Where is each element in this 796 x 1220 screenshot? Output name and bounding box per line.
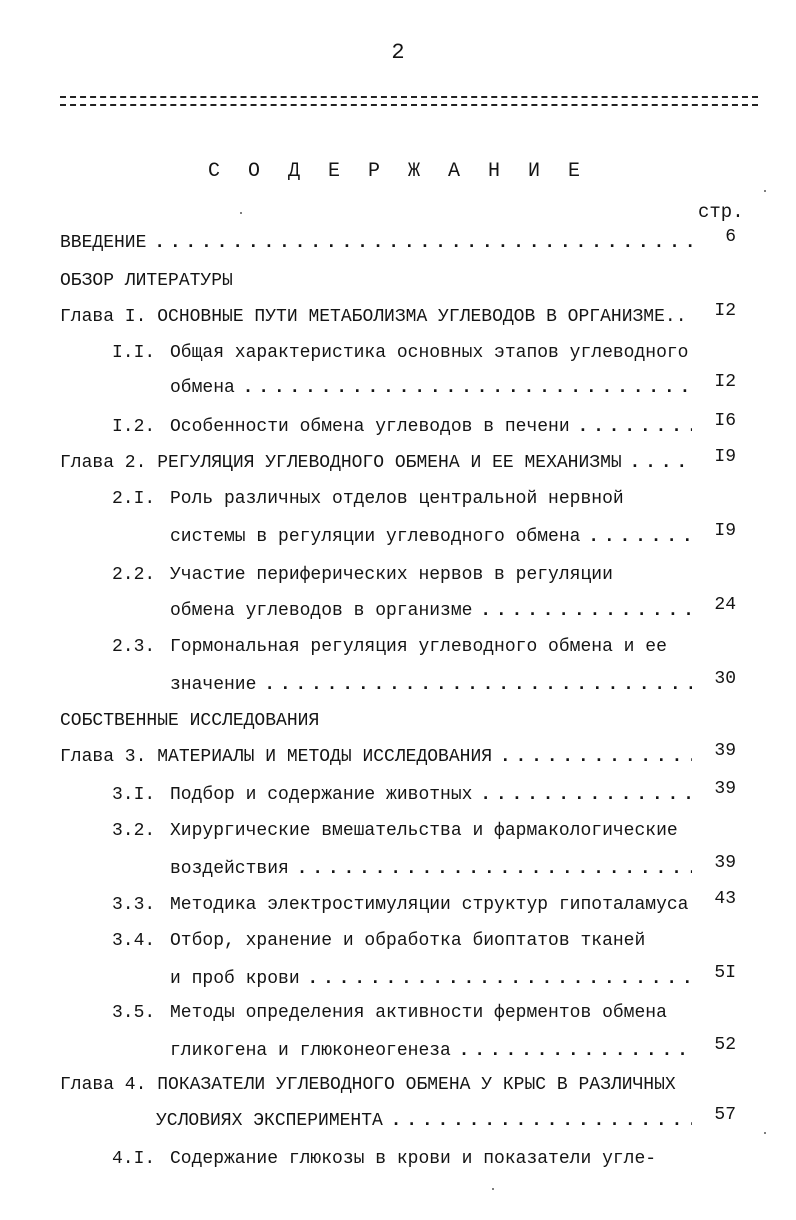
toc-entry-text: Глава 4. ПОКАЗАТЕЛИ УГЛЕВОДНОГО ОБМЕНА У КРЫС В РАЗЛИЧНЫХ xyxy=(60,1075,676,1095)
scan-speck xyxy=(240,212,242,214)
toc-entry-text: воздействия . . . xyxy=(170,854,692,884)
toc-row xyxy=(60,228,758,258)
toc-row xyxy=(60,302,758,332)
scan-speck xyxy=(492,1188,494,1190)
toc-entry-text: гликогена и глюконеогенеза . . . xyxy=(170,1036,692,1066)
toc-entry-number: 2.3. xyxy=(112,637,156,657)
toc-entry-number: I.I. xyxy=(112,343,156,363)
toc-entry-text: и проб крови . . . xyxy=(170,964,692,994)
toc-row xyxy=(60,780,758,810)
toc-entry-text: Подбор и содержание животных . . . xyxy=(170,780,692,810)
toc-row xyxy=(60,412,758,442)
toc-row xyxy=(60,522,758,552)
toc-entry-text: Глава I. ОСНОВНЫЕ ПУТИ МЕТАБОЛИЗМА УГЛЕВОДОВ В ОРГАНИЗМЕ.. xyxy=(60,307,687,327)
toc-row xyxy=(60,670,758,700)
toc-entry-text: ВВЕДЕНИЕ . . . xyxy=(60,228,692,258)
toc-entry-page: 5I xyxy=(714,963,736,983)
toc-entry-text: Методика электростимуляции структур гипоталамуса xyxy=(170,895,689,915)
toc-row xyxy=(60,632,758,662)
pages-column-label: стр. xyxy=(698,201,744,223)
toc-entry-page: 30 xyxy=(714,669,736,689)
page-number: 2 xyxy=(391,40,405,65)
toc-entry-number: 3.5. xyxy=(112,1003,156,1023)
toc-entry-number: 2.2. xyxy=(112,565,156,585)
toc-entry-page: 24 xyxy=(714,595,736,615)
toc-entry-text: Методы определения активности ферментов обмена xyxy=(170,1003,667,1023)
header-rule xyxy=(60,96,758,106)
toc-entry-page: 43 xyxy=(714,889,736,909)
toc-entry-page: 52 xyxy=(714,1035,736,1055)
toc-entry-text: обмена углеводов в организме . . . xyxy=(170,596,692,626)
toc-row xyxy=(60,338,758,368)
toc-entry-text: значение . . . xyxy=(170,670,692,700)
toc-entry-page: I9 xyxy=(714,521,736,541)
toc-entry-text: Участие периферических нервов в регуляции xyxy=(170,565,613,585)
toc-row xyxy=(60,1106,758,1136)
toc-row xyxy=(60,448,758,478)
toc-row xyxy=(60,373,758,403)
toc-entry-page: I2 xyxy=(714,372,736,392)
toc-row xyxy=(60,560,758,590)
toc-entry-text: Роль различных отделов центральной нервной xyxy=(170,489,624,509)
toc-entry-number: 4.I. xyxy=(112,1149,156,1169)
toc-row xyxy=(60,742,758,772)
toc-entry-number: 3.3. xyxy=(112,895,156,915)
toc-entry-page: 39 xyxy=(714,779,736,799)
toc-entry-number: 3.4. xyxy=(112,931,156,951)
toc-entry-page: 39 xyxy=(714,741,736,761)
toc-row xyxy=(60,926,758,956)
toc-row xyxy=(60,1070,758,1100)
toc-row xyxy=(60,998,758,1028)
toc-entry-number: I.2. xyxy=(112,417,156,437)
toc-entry-page: 6 xyxy=(725,227,736,247)
toc-section-heading: СОБСТВЕННЫЕ ИССЛЕДОВАНИЯ xyxy=(60,711,320,731)
scan-speck xyxy=(764,1132,766,1134)
toc-entry-text: Общая характеристика основных этапов углеводного xyxy=(170,343,689,363)
toc-entry-text: Глава 2. РЕГУЛЯЦИЯ УГЛЕВОДНОГО ОБМЕНА И ЕЕ МЕХАНИЗМЫ . . . xyxy=(60,448,692,478)
page-title: С О Д Е Р Ж А Н И Е xyxy=(207,160,589,183)
toc-entry-number: 3.I. xyxy=(112,785,156,805)
scan-speck xyxy=(764,190,766,192)
toc-entry-text: Особенности обмена углеводов в печени . . . xyxy=(170,412,692,442)
toc-row xyxy=(60,1036,758,1066)
toc-row xyxy=(60,854,758,884)
toc-entry-page: I9 xyxy=(714,447,736,467)
toc-entry-page: I2 xyxy=(714,301,736,321)
toc-entry-text: Хирургические вмешательства и фармакологические xyxy=(170,821,678,841)
toc-entry-number: 2.I. xyxy=(112,489,156,509)
toc-entry-text: Содержание глюкозы в крови и показатели угле- xyxy=(170,1149,657,1169)
toc-entry-text: Отбор, хранение и обработка биоптатов тканей xyxy=(170,931,646,951)
toc-entry-text: Гормональная регуляция углеводного обмена и ее xyxy=(170,637,667,657)
toc-entry-text: системы в регуляции углеводного обмена . . . xyxy=(170,522,692,552)
toc-row xyxy=(60,596,758,626)
toc-row xyxy=(60,266,758,296)
toc-row xyxy=(60,816,758,846)
toc-entry-page: I6 xyxy=(714,411,736,431)
toc-entry-page: 39 xyxy=(714,853,736,873)
toc-row xyxy=(60,1144,758,1174)
toc-entry-text: УСЛОВИЯХ ЭКСПЕРИМЕНТА . . . xyxy=(156,1106,692,1136)
toc-entry-text: Глава 3. МАТЕРИАЛЫ И МЕТОДЫ ИССЛЕДОВАНИЯ . . . xyxy=(60,742,692,772)
toc-row xyxy=(60,890,758,920)
toc-entry-number: 3.2. xyxy=(112,821,156,841)
toc-row xyxy=(60,964,758,994)
toc-entry-text: обмена . . . xyxy=(170,373,692,403)
toc-row xyxy=(60,706,758,736)
toc-row xyxy=(60,484,758,514)
toc-entry-page: 57 xyxy=(714,1105,736,1125)
toc-section-heading: ОБЗОР ЛИТЕРАТУРЫ xyxy=(60,271,233,291)
